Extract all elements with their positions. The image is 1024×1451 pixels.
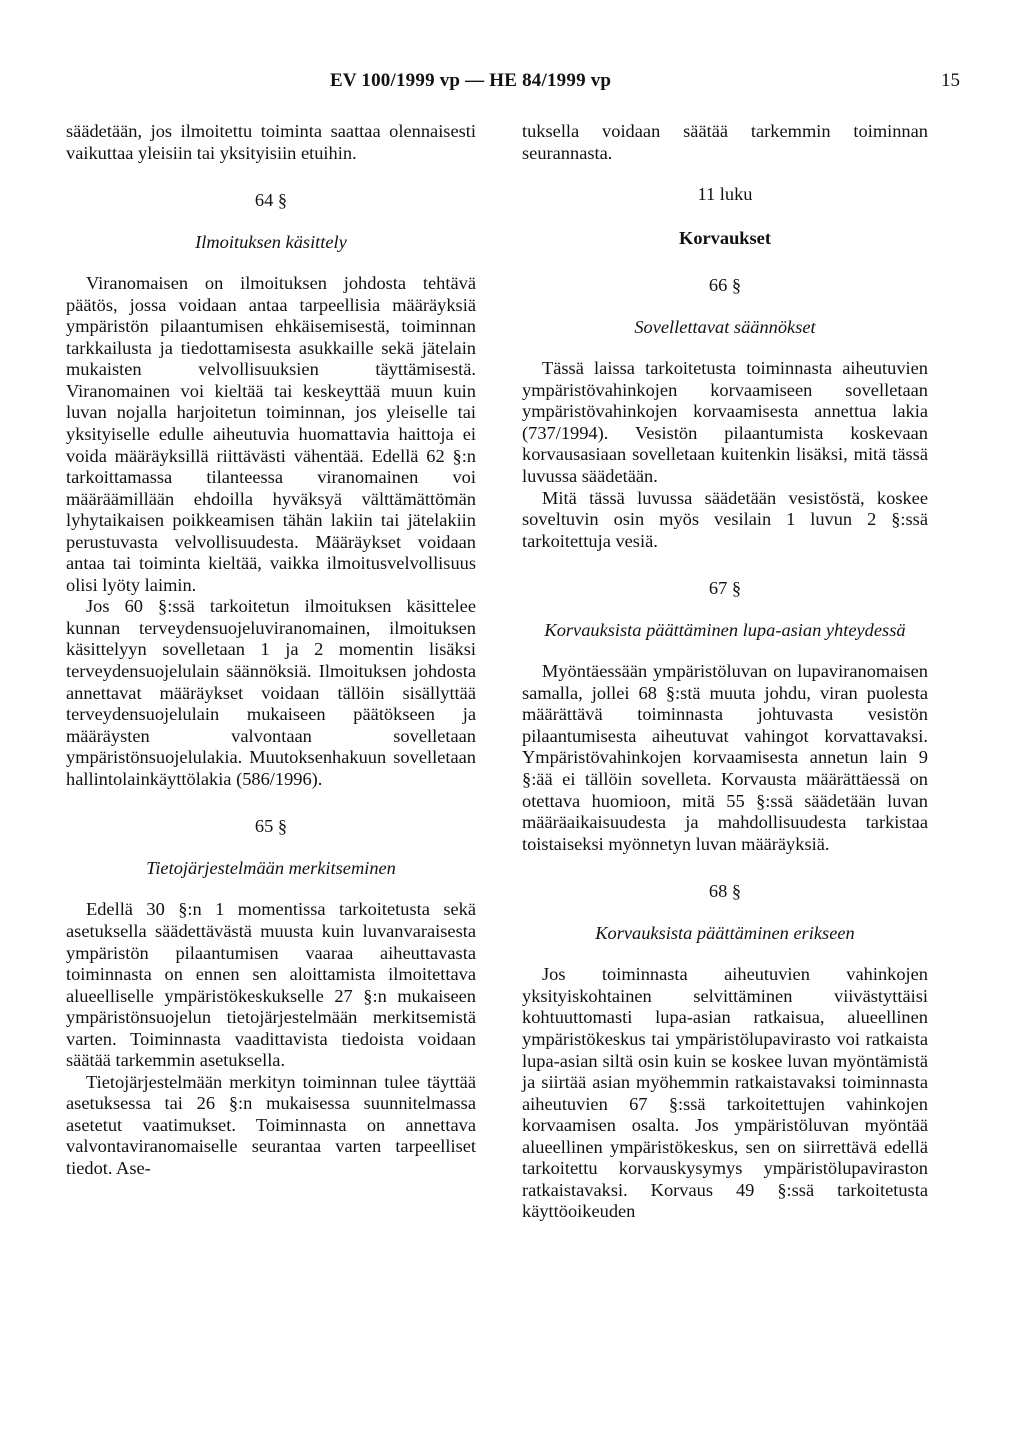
page-header: [0, 70, 1024, 100]
section-65-title: Tietojärjestelmään merkitseminen: [146, 857, 396, 878]
section-64-paragraph-2: Jos 60 §:ssä tarkoitetun ilmoituksen käsittelee kunnan terveydensuojeluviranomainen, ilmoituksen käsittelyyn sovelletaan 1 ja 2 momentin lisäksi terveydensuojelulain säännöksiä. Ilmoituksen johdosta annettavat määräykset voidaan tällöin sisällyttää terveydensuojelulain mukaiseen päätökseen ja määräysten valvontaan sovelletaan ympäristönsuojelulakia. Muutoksenhakuun sovelletaan hallintolainkäyttölakia (586/1996).: [66, 596, 476, 789]
section-68-title: Korvauksista päättäminen erikseen: [595, 922, 855, 943]
section-67-number: 67 §: [708, 578, 742, 599]
section-68-paragraph-1: Jos toiminnasta aiheutuvien vahinkojen yksityiskohtainen selvittäminen viivästyttäisi kohtuuttomasti lupa-asian ratkaisua, alueellinen ympäristökeskus tai ympäristölupavirasto voi ratkaista lupa-asian siltä osin kuin se koskee luvan myöntämistä ja siirtää asian myöhemmin ratkaistavaksi toiminnasta aiheutuvien 67 §:ssä tarkoitettujen vahinkojen korvaamisen osalta. Jos ympäristöluvan myöntää alueellinen ympäristökeskus, sen on siirrettävä edellä tarkoitettu korvauskysymys ympäristölupaviraston ratkaistavaksi. Korvaus 49 §:ssä tarkoitetusta käyttöoikeuden: [522, 964, 928, 1222]
left-intro-paragraph: säädetään, jos ilmoitettu toiminta saattaa olennaisesti vaikuttaa yleisiin tai yksityisiin etuihin.: [66, 121, 476, 163]
section-65-paragraph-1: Edellä 30 §:n 1 momentissa tarkoitetusta sekä asetuksella säädettävästä muusta kuin luvanvaraisesta ympäristön pilaantumisen vaaraa aiheuttavasta toiminnasta on ennen sen aloittamista ilmoitettava alueelliselle ympäristökeskukselle 27 §:n mukaiseen ympäristönsuojelun tietojärjestelmään merkitsemistä varten. Toiminnasta vaadittavista tiedoista voidaan säätää tarkemmin asetuksella.: [66, 899, 476, 1071]
section-65-paragraph-2: Tietojärjestelmään merkityn toiminnan tulee täyttää asetuksessa tai 26 §:n mukaisessa suunnitelmassa asetetut vaatimukset. Toiminnasta on annettava valvontaviranomaiselle seurantaa varten tarpeelliset tiedot. Ase-: [66, 1071, 476, 1178]
right-intro-paragraph: tuksella voidaan säätää tarkemmin toiminnan seurannasta.: [522, 121, 928, 163]
running-title: EV 100/1999 vp — HE 84/1999 vp: [330, 70, 612, 91]
chapter-number: 11 luku: [697, 184, 753, 205]
section-66-paragraph-2: Mitä tässä luvussa säädetään vesistöstä, koskee soveltuvin osin myös vesilain 1 luvun 2 §:ssä tarkoitettuja vesiä.: [522, 487, 928, 551]
section-64-number: 64 §: [254, 190, 288, 211]
section-64-title: Ilmoituksen käsittely: [195, 231, 347, 252]
right-column: [522, 121, 928, 1223]
page-number: 15: [941, 70, 960, 91]
section-68-number: 68 §: [708, 881, 742, 902]
section-66-paragraph-1: Tässä laissa tarkoitetusta toiminnasta aiheutuvien ympäristövahinkojen korvaamiseen sovelletaan ympäristövahinkojen korvaamisesta annettua lakia (737/1994). Vesistön pilaantumista koskevaan korvausasiaan sovelletaan kuitenkin lisäksi, mitä tässä luvussa säädetään.: [522, 358, 928, 487]
section-66-title: Sovellettavat säännökset: [634, 316, 816, 337]
section-65-number: 65 §: [254, 816, 288, 837]
section-66-number: 66 §: [708, 275, 742, 296]
section-64-paragraph-1: Viranomaisen on ilmoituksen johdosta tehtävä päätös, jossa voidaan antaa tarpeellisia määräyksiä ympäristön pilaantumisen ehkäisemisestä, toiminnan tarkkailusta ja tiedottamisesta asukkaille sekä jätelain mukaisten velvollisuuksien täyttämisestä. Viranomainen voi kieltää tai keskeyttää muun kuin luvan nojalla harjoitetun toiminnan, jos yleiselle tai yksityiselle edulle aiheutuvia huomattavia haittoja ei voida määräyksillä riittävästi vähentää. Edellä 62 §:n tarkoittamassa tilanteessa viranomainen voi määräämillään ehdoilla hyväksyä välttämättömän lyhytaikaisen poikkeamisen tähän lakiin tai jätelakiin perustuvasta velvollisuudesta. Määräykset voidaan antaa tai toiminta kieltää, vaikka ilmoitusvelvollisuus olisi lyöty laimin.: [66, 273, 476, 595]
section-67-title: Korvauksista päättäminen lupa-asian yhteydessä: [544, 619, 906, 640]
left-column: [66, 121, 476, 1180]
chapter-title: Korvaukset: [679, 227, 771, 248]
section-67-paragraph-1: Myöntäessään ympäristöluvan on lupaviranomaisen samalla, jollei 68 §:stä muuta johdu, viran puolesta määrättävä toiminnasta johtuvasta vesistön pilaantumisesta aiheutuvat vahingot korvattavaksi. Ympäristövahinkojen korvaamisesta annetun lain 9 §:ää ei tällöin sovelleta. Korvausta määrättäessä on otettava huomioon, mitä 55 §:ssä säädetään luvan määräaikaisuudesta ja mahdollisuudesta tarkistaa toistaiseksi myönnetyn luvan määräyksiä.: [522, 661, 928, 854]
